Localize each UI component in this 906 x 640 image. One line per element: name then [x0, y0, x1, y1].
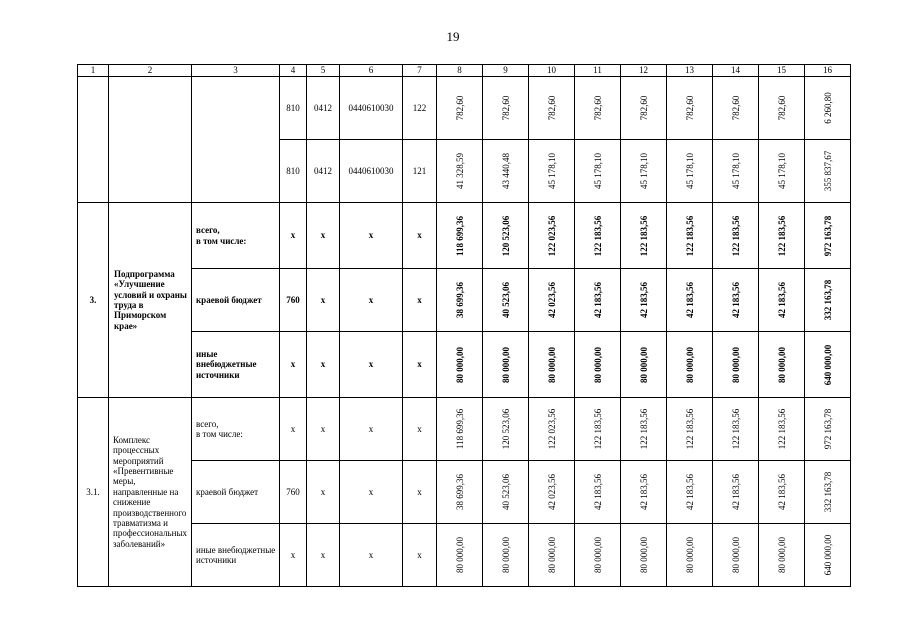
value-cell	[667, 269, 713, 332]
kbk-gr-cell: 760	[280, 461, 307, 524]
value-cell	[713, 140, 759, 203]
value-cell	[621, 524, 667, 587]
value-text: 782,60	[776, 95, 787, 121]
value-text: 80 000,00	[546, 537, 557, 573]
value-cell	[805, 77, 851, 140]
value-text: 782,60	[500, 95, 511, 121]
page-number: 19	[446, 29, 460, 44]
header-row	[78, 65, 851, 77]
header-cell: 2	[109, 65, 192, 77]
kbk-vr-cell: x	[403, 461, 437, 524]
value-cell	[529, 332, 575, 398]
value-text: 80 000,00	[638, 346, 649, 383]
funding-source-cell: всего, в том числе:	[192, 203, 280, 269]
value-cell	[529, 77, 575, 140]
value-text: 45 178,10	[776, 153, 787, 189]
value-cell	[713, 398, 759, 461]
value-cell	[621, 461, 667, 524]
table-row	[78, 269, 851, 332]
value-text: 782,60	[638, 95, 649, 121]
value-text: 45 178,10	[592, 153, 603, 189]
kbk-csr-cell: x	[340, 332, 403, 398]
section-number: 3.1.	[78, 398, 109, 587]
value-text: 80 000,00	[638, 537, 649, 573]
value-cell	[621, 203, 667, 269]
kbk-gr-cell: 760	[280, 269, 307, 332]
value-cell	[621, 140, 667, 203]
value-text: 782,60	[546, 95, 557, 121]
funding-source-cell: всего, в том числе:	[192, 398, 280, 461]
kbk-csr-cell: 0440610030	[340, 140, 403, 203]
value-cell	[805, 140, 851, 203]
value-cell	[667, 140, 713, 203]
value-cell	[713, 461, 759, 524]
value-cell	[575, 140, 621, 203]
value-cell	[437, 461, 483, 524]
value-text: 80 000,00	[454, 346, 465, 383]
value-cell	[483, 461, 529, 524]
value-cell	[805, 398, 851, 461]
value-cell	[759, 524, 805, 587]
kbk-csr-cell: 0440610030	[340, 77, 403, 140]
header-cell: 14	[713, 65, 759, 77]
value-text: 40 523,06	[500, 474, 511, 510]
kbk-rz-cell: x	[307, 203, 340, 269]
value-text: 42 183,56	[592, 474, 603, 510]
value-cell	[805, 269, 851, 332]
value-text: 38 699,36	[454, 282, 465, 318]
header-cell: 5	[307, 65, 340, 77]
value-cell	[529, 203, 575, 269]
value-text: 42 183,56	[638, 282, 649, 318]
value-cell	[759, 203, 805, 269]
value-cell	[529, 140, 575, 203]
kbk-vr-cell: x	[403, 332, 437, 398]
value-cell	[483, 77, 529, 140]
row-number-cell	[78, 77, 109, 203]
value-text: 122 023,56	[546, 215, 557, 256]
value-text: 80 000,00	[776, 537, 787, 573]
value-text: 355 837,67	[822, 150, 833, 192]
value-text: 122 023,56	[546, 408, 557, 450]
value-cell	[713, 269, 759, 332]
value-cell	[483, 269, 529, 332]
table-row	[78, 203, 851, 269]
value-text: 122 183,56	[684, 408, 695, 450]
value-text: 122 183,56	[776, 408, 787, 450]
kbk-rz-cell: x	[307, 269, 340, 332]
value-text: 45 178,10	[730, 153, 741, 189]
value-text: 80 000,00	[454, 537, 465, 573]
kbk-gr-cell: 810	[280, 140, 307, 203]
value-cell	[575, 77, 621, 140]
value-text: 42 023,56	[546, 474, 557, 510]
value-text: 122 183,56	[592, 215, 603, 256]
value-cell	[759, 461, 805, 524]
value-text: 122 183,56	[776, 215, 787, 256]
value-cell	[805, 524, 851, 587]
value-cell	[759, 269, 805, 332]
kbk-gr-cell: 810	[280, 77, 307, 140]
value-cell	[713, 332, 759, 398]
header-cell: 9	[483, 65, 529, 77]
table-row	[78, 332, 851, 398]
kbk-csr-cell: x	[340, 269, 403, 332]
kbk-rz-cell: x	[307, 524, 340, 587]
value-text: 6 260,80	[822, 92, 833, 124]
value-cell	[483, 140, 529, 203]
value-cell	[437, 524, 483, 587]
value-text: 118 699,36	[454, 215, 465, 256]
kbk-csr-cell: x	[340, 398, 403, 461]
value-cell	[621, 398, 667, 461]
value-text: 332 163,78	[822, 471, 833, 513]
funding-source-cell: краевой бюджет	[192, 269, 280, 332]
value-cell	[667, 332, 713, 398]
value-text: 80 000,00	[500, 346, 511, 383]
value-cell	[667, 461, 713, 524]
funding-source-cell: краевой бюджет	[192, 461, 280, 524]
kbk-rz-cell: 0412	[307, 140, 340, 203]
value-cell	[529, 269, 575, 332]
name-cell	[109, 77, 192, 203]
value-text: 122 183,56	[638, 408, 649, 450]
value-cell	[667, 203, 713, 269]
value-cell	[759, 77, 805, 140]
value-text: 42 023,56	[546, 282, 557, 318]
table-row	[78, 398, 851, 461]
value-cell	[805, 203, 851, 269]
kbk-vr-cell: 121	[403, 140, 437, 203]
value-text: 42 183,56	[730, 474, 741, 510]
value-cell	[575, 332, 621, 398]
value-cell	[437, 77, 483, 140]
value-cell	[713, 203, 759, 269]
header-cell: 4	[280, 65, 307, 77]
value-text: 45 178,10	[684, 153, 695, 189]
value-text: 782,60	[684, 95, 695, 121]
value-text: 122 183,56	[638, 215, 649, 256]
value-text: 42 183,56	[592, 282, 603, 318]
value-text: 332 163,78	[822, 279, 833, 321]
value-text: 782,60	[454, 95, 465, 121]
kbk-rz-cell: x	[307, 461, 340, 524]
value-text: 120 523,06	[500, 215, 511, 256]
value-cell	[575, 269, 621, 332]
table-row	[78, 77, 851, 140]
value-text: 42 183,56	[776, 282, 787, 318]
value-text: 42 183,56	[638, 474, 649, 510]
value-cell	[759, 398, 805, 461]
value-text: 122 183,56	[684, 215, 695, 256]
value-cell	[621, 269, 667, 332]
kbk-vr-cell: x	[403, 398, 437, 461]
value-cell	[529, 524, 575, 587]
value-cell	[759, 140, 805, 203]
value-text: 118 699,36	[454, 408, 465, 450]
value-cell	[713, 77, 759, 140]
kbk-gr-cell: x	[280, 203, 307, 269]
value-text: 41 328,59	[454, 153, 465, 189]
kbk-vr-cell: x	[403, 269, 437, 332]
value-text: 782,60	[730, 95, 741, 121]
funding-source-cell: иные внебюджетные источники	[192, 524, 280, 587]
section-number: 3.	[78, 203, 109, 398]
kbk-gr-cell: x	[280, 332, 307, 398]
value-cell	[483, 398, 529, 461]
value-text: 80 000,00	[730, 537, 741, 573]
kbk-rz-cell: x	[307, 398, 340, 461]
value-text: 42 183,56	[684, 474, 695, 510]
header-cell: 10	[529, 65, 575, 77]
value-text: 43 440,48	[500, 153, 511, 189]
value-cell	[805, 332, 851, 398]
value-cell	[621, 332, 667, 398]
value-text: 80 000,00	[592, 537, 603, 573]
kbk-vr-cell: x	[403, 203, 437, 269]
value-cell	[529, 398, 575, 461]
section-title: Комплекс процессных мероприятий «Превентивные меры, направленные на снижение производственного травматизма и профессиональных заболеваний»	[109, 398, 192, 587]
kbk-csr-cell: x	[340, 203, 403, 269]
value-text: 80 000,00	[684, 346, 695, 383]
value-cell	[575, 461, 621, 524]
header-cell: 13	[667, 65, 713, 77]
value-text: 972 163,78	[822, 215, 833, 256]
value-text: 640 000,00	[822, 534, 833, 576]
header-cell: 7	[403, 65, 437, 77]
kbk-rz-cell: 0412	[307, 77, 340, 140]
value-cell	[575, 203, 621, 269]
value-text: 972 163,78	[822, 408, 833, 450]
value-cell	[805, 461, 851, 524]
value-cell	[529, 461, 575, 524]
value-cell	[621, 77, 667, 140]
value-cell	[483, 203, 529, 269]
value-text: 120 523,06	[500, 408, 511, 450]
value-text: 45 178,10	[546, 153, 557, 189]
value-text: 38 699,36	[454, 474, 465, 510]
value-cell	[437, 398, 483, 461]
value-text: 42 183,56	[730, 282, 741, 318]
value-text: 80 000,00	[546, 346, 557, 383]
value-text: 42 183,56	[776, 474, 787, 510]
value-cell	[437, 332, 483, 398]
value-cell	[437, 203, 483, 269]
value-cell	[759, 332, 805, 398]
value-cell	[667, 398, 713, 461]
source-cell	[192, 77, 280, 203]
value-text: 80 000,00	[500, 537, 511, 573]
value-text: 80 000,00	[730, 346, 741, 383]
value-text: 42 183,56	[684, 282, 695, 318]
header-cell: 8	[437, 65, 483, 77]
kbk-gr-cell: x	[280, 398, 307, 461]
value-text: 80 000,00	[592, 346, 603, 383]
value-cell	[667, 77, 713, 140]
value-text: 122 183,56	[592, 408, 603, 450]
value-cell	[483, 524, 529, 587]
value-cell	[483, 332, 529, 398]
value-text: 80 000,00	[684, 537, 695, 573]
value-text: 640 000,00	[822, 344, 833, 385]
value-cell	[437, 269, 483, 332]
header-cell: 6	[340, 65, 403, 77]
kbk-vr-cell: x	[403, 524, 437, 587]
header-cell: 1	[78, 65, 109, 77]
kbk-csr-cell: x	[340, 461, 403, 524]
header-cell: 15	[759, 65, 805, 77]
value-cell	[437, 140, 483, 203]
section-title: Подпрограмма «Улучшение условий и охраны труда в Приморском крае»	[109, 203, 192, 398]
header-cell: 16	[805, 65, 851, 77]
value-text: 40 523,06	[500, 282, 511, 318]
value-cell	[713, 524, 759, 587]
value-text: 122 183,56	[730, 215, 741, 256]
header-cell: 11	[575, 65, 621, 77]
value-text: 80 000,00	[776, 346, 787, 383]
table-row	[78, 461, 851, 524]
value-text: 122 183,56	[730, 408, 741, 450]
value-cell	[575, 524, 621, 587]
funding-source-cell: иные внебюджетные источники	[192, 332, 280, 398]
header-cell: 3	[192, 65, 280, 77]
budget-table	[77, 64, 851, 587]
kbk-rz-cell: x	[307, 332, 340, 398]
value-text: 782,60	[592, 95, 603, 121]
value-cell	[575, 398, 621, 461]
kbk-vr-cell: 122	[403, 77, 437, 140]
value-text: 45 178,10	[638, 153, 649, 189]
header-cell: 12	[621, 65, 667, 77]
kbk-gr-cell: x	[280, 524, 307, 587]
value-cell	[667, 524, 713, 587]
table-row	[78, 524, 851, 587]
kbk-csr-cell: x	[340, 524, 403, 587]
